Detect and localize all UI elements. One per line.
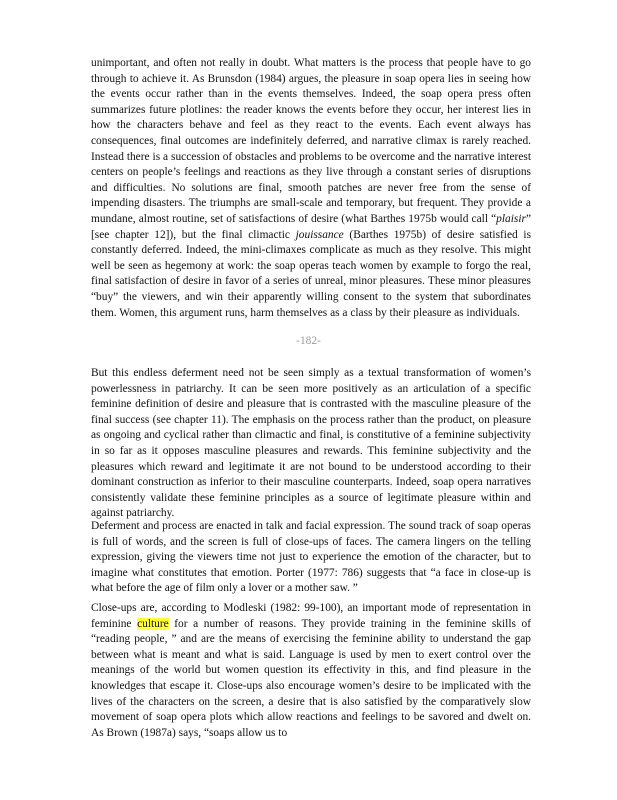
paragraph-talk-and-expression: Deferment and process are enacted in talk and facial expression. The sound track of soap operas is full of words, and the screen is full of close-ups of faces. The camera lingers on the telling expression, giving the viewers time not just to experience the emotion of the character, but to imagine what constitutes that emotion. Porter (1977: 786) suggests that “a face in close-up is what before the age of film only a lover or a mother saw. ”: [91, 520, 531, 595]
paragraph-text: (Barthes 1975b) of desire satisfied is constantly deferred. Indeed, the mini-climaxes complicate as much as they resolve. This might well be seen as hegemony at work: the soap operas teach women by example to forgo the real, final satisfaction of desire in favor of a series of unreal, minor pleasures. These minor pleasures “buy” the viewers, and win their apparently willing consent to the system that subordinates them. Women, this argument runs, harm themselves as a class by their pleasure as individuals.: [91, 228, 532, 319]
paragraph-text: Close-ups are, according to Modleski (1982: 99-100), an important mode of representation in feminine: [91, 602, 531, 630]
paragraph-text: ” [see chapter 12]), but the final climactic: [91, 212, 531, 241]
page-number: -182-: [296, 335, 321, 347]
highlighted-word[interactable]: culture: [137, 617, 169, 630]
italic-term-plaisir: plaisir: [496, 212, 526, 225]
paragraph-text: unimportant, and often not really in doubt. What matters is the process that people have to go through to achieve it. As Brunsdon (1984) argues, the pleasure in soap opera lies in seeing how the events occur rather than in the events themselves. Indeed, the soap opera press often summarizes future plotlines: the reader knows the events before they occur, her interest lies in how the characters behave and feel as they react to the events. Each event always has consequences, final outcomes are indefinitely deferred, and narrative climax is rarely reached. Instead there is a succession of obstacles and problems to be overcome and the narrative interest centers on people’s feelings and reactions as they live through a constant series of disruptions and difficulties. No solutions are final, smooth patches are never free from the sense of impending disasters. The triumphs are small-scale and temporary, but frequent. They provide a mundane, almost routine, set of satisfactions of desire (what Barthes 1975b would call “: [91, 57, 531, 225]
paragraph-feminine-pleasure: But this endless deferment need not be seen simply as a textual transformation of women’s powerlessness in patriarchy. It can be seen more positively as an articulation of a specific feminine definition of desire and pleasure that is contrasted with the masculine pleasure of the final success (see chapter 11). The emphasis on the process rather than the product, on pleasure as ongoing and cyclical rather than climactic and final, is constitutive of a feminine subjectivity in so far as it opposes masculine pleasures and rewards. This feminine subjectivity and the pleasures which reward and legitimate it are not bound to be understood according to their dominant construction as inferior to their masculine counterparts. Indeed, soap opera narratives consistently validate these feminine principles as a source of legitimate pleasure within and against patriarchy.: [91, 367, 531, 520]
paragraph-text: for a number of reasons. They provide training in the feminine skills of “reading people, ” and are the means of exercising the feminine ability to understand the gap between what is meant and what is said. Language is used by men to exert control over the meanings of the world but women question its effectivity in this, and find pleasure in the knowledges that escape it. Close-ups also encourage women’s desire to be implicated with the lives of the characters on the screen, a desire that is also satisfied by the comparatively slow movement of soap opera plots which allow reactions and feelings to be savored and dwelt on. As Brown (1987a) says, “soaps allow us to: [91, 617, 531, 739]
italic-term-jouissance: jouissance: [295, 228, 344, 241]
paragraph-close-ups: [91, 601, 531, 741]
paragraph-deferred-outcomes: [91, 56, 531, 321]
